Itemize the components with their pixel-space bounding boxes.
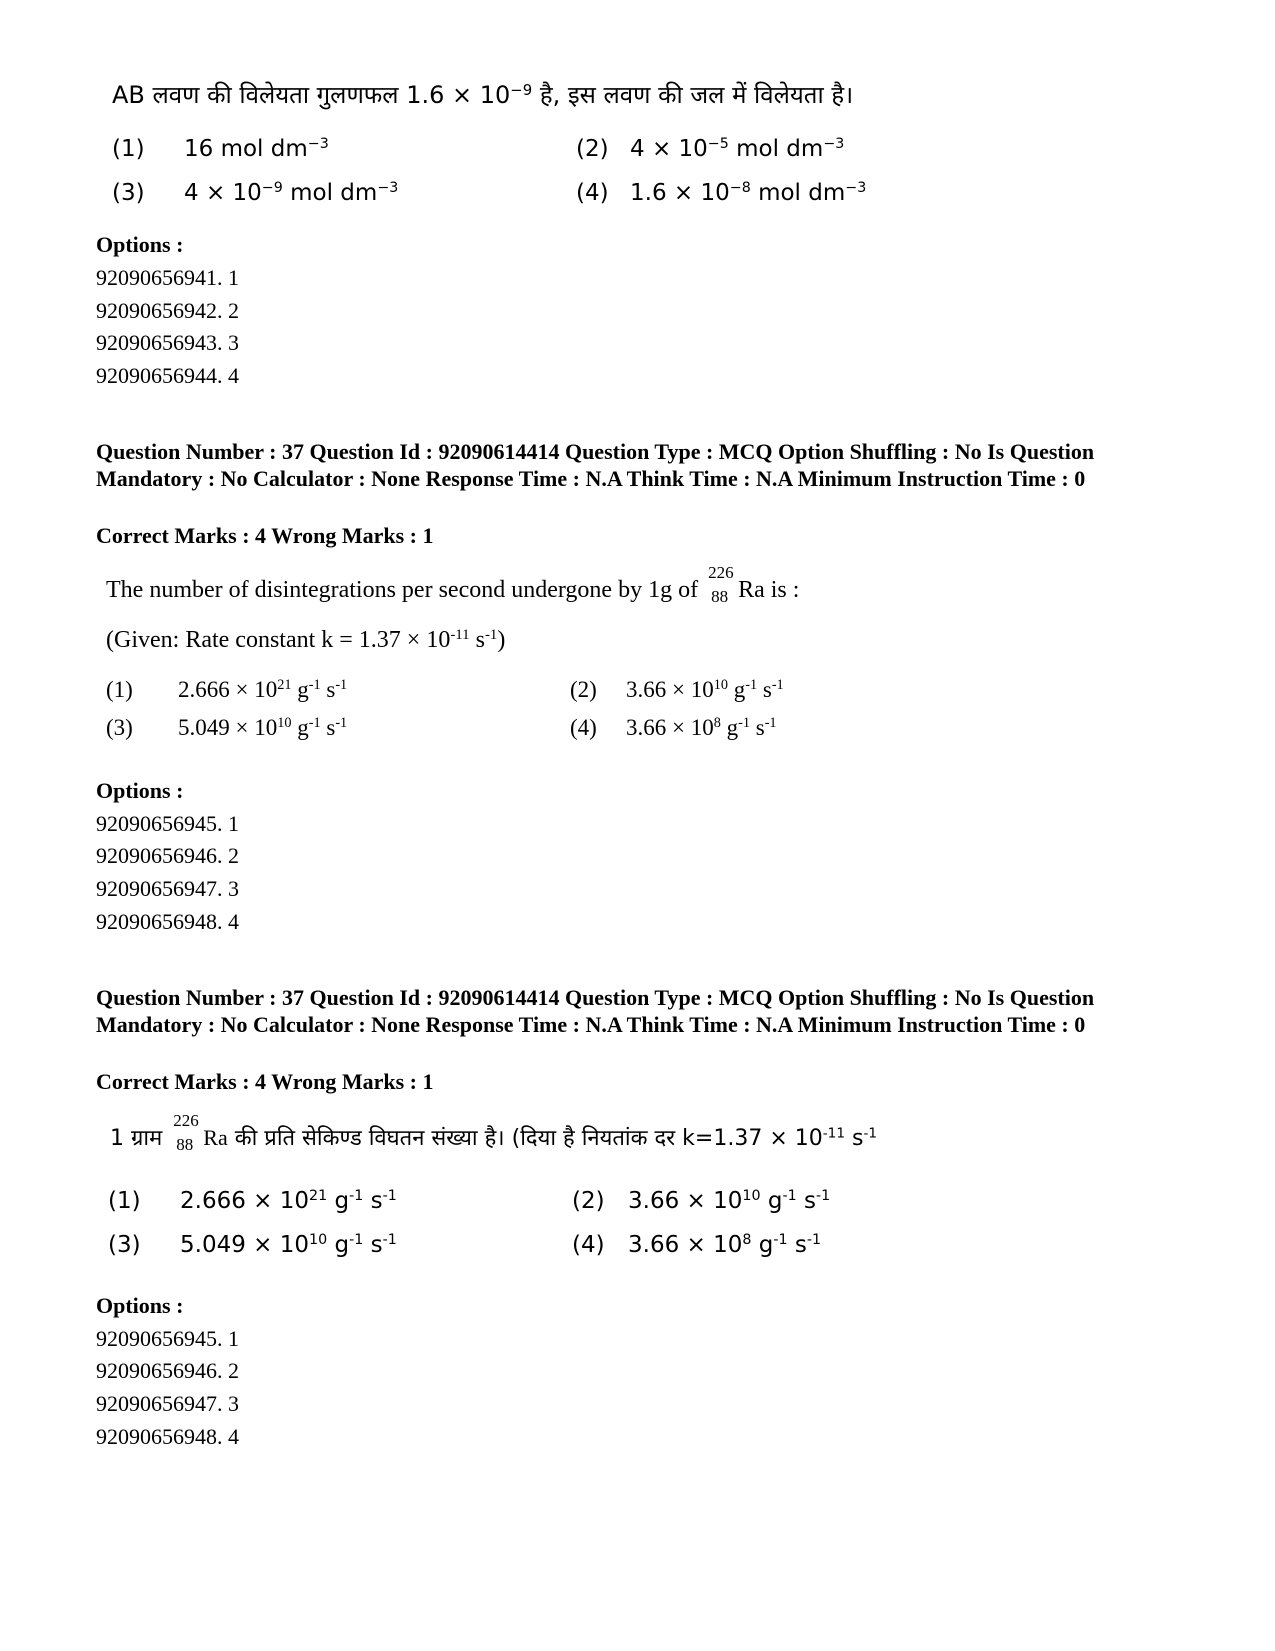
unit-exponent: -1 — [773, 1232, 788, 1249]
given-exponent: -11 — [450, 626, 470, 643]
option-exponent: −8 — [729, 180, 751, 197]
option-text: 4 × 10 — [184, 180, 262, 206]
question-meta: Question Number : 37 Question Id : 92090614414 Question Type : MCQ Option Shuffling : No Is Question Mandatory : No Calculator : None Response Time : N.A Think Time : N.A Minimum Instruction Time : 0 — [96, 439, 1095, 491]
question-stem — [112, 78, 853, 111]
option-id-row: 92090656948. 4 — [96, 909, 239, 934]
unit-exponent: -1 — [782, 1188, 797, 1205]
unit-exponent: -1 — [738, 715, 750, 732]
stem-tail: is : — [764, 577, 800, 603]
unit-g: g — [727, 677, 746, 702]
unit-g: g — [760, 1188, 783, 1214]
unit-exponent: -1 — [349, 1188, 364, 1205]
given-line — [106, 627, 505, 654]
question-stem — [110, 1111, 878, 1154]
option-number: (1) — [106, 677, 133, 702]
option-id-row: 92090656946. 2 — [96, 843, 239, 868]
option-exponent: 10 — [277, 715, 292, 732]
option-coefficient: 3.66 × 10 — [628, 1232, 743, 1258]
unit-s: s — [320, 715, 336, 740]
option-number: (2) — [570, 677, 597, 702]
unit-exponent: -1 — [382, 1232, 397, 1249]
option-number: (1) — [112, 136, 145, 162]
stem-tail: है, इस लवण की जल में विलेयता है। — [532, 81, 854, 109]
given-text: (Given: Rate constant k = 1.37 × 10 — [106, 627, 451, 653]
option-id-row: 92090656941. 1 — [96, 265, 239, 290]
option-id-row: 92090656948. 4 — [96, 1424, 239, 1449]
option-text: 4 × 10 — [630, 136, 708, 162]
option-id-row: 92090656943. 3 — [96, 330, 239, 355]
given-unit-exponent: -1 — [484, 626, 498, 643]
element-symbol: Ra — [738, 577, 765, 603]
stem-text: 1 ग्राम — [110, 1126, 163, 1151]
option-exponent: 10 — [742, 1188, 761, 1205]
element-symbol: Ra — [203, 1125, 228, 1150]
stem-unit-exponent: -1 — [863, 1125, 878, 1142]
option-exponent: 10 — [309, 1232, 328, 1249]
unit-exponent: -1 — [771, 677, 784, 694]
option-coefficient: 3.66 × 10 — [626, 715, 714, 740]
option-coefficient: 5.049 × 10 — [180, 1232, 310, 1258]
option-id-row: 92090656946. 2 — [96, 1358, 239, 1383]
option-number: (3) — [112, 180, 145, 206]
option-id-row: 92090656945. 1 — [96, 1326, 239, 1351]
option-number: (4) — [572, 1232, 605, 1258]
unit-exponent: -1 — [382, 1188, 397, 1205]
option-coefficient: 5.049 × 10 — [178, 715, 278, 740]
unit-exponent: -1 — [308, 677, 321, 694]
option-number: (4) — [570, 715, 597, 740]
unit-s: s — [320, 677, 336, 702]
question-37-hindi-image — [100, 1112, 1000, 1272]
question-36-image — [100, 70, 1000, 220]
option-exponent: −3 — [307, 136, 329, 153]
option-exponent: −5 — [707, 136, 729, 153]
option-number: (2) — [572, 1188, 605, 1214]
unit-g: g — [291, 677, 309, 702]
question-stem — [106, 563, 800, 606]
unit-exponent: -1 — [806, 1232, 822, 1249]
unit-s: s — [363, 1232, 383, 1258]
stem-exponent: -11 — [822, 1125, 846, 1142]
option-id-row: 92090656944. 4 — [96, 363, 239, 388]
unit-exponent: -1 — [349, 1232, 364, 1249]
atomic-number: 88 — [176, 1135, 194, 1154]
option-coefficient: 3.66 × 10 — [626, 677, 714, 702]
mass-number: 226 — [173, 1111, 199, 1130]
question-marks: Correct Marks : 4 Wrong Marks : 1 — [96, 1069, 434, 1094]
option-unit: mol dm — [282, 180, 378, 206]
unit-g: g — [751, 1232, 774, 1258]
unit-g: g — [327, 1232, 350, 1258]
option-id-row: 92090656945. 1 — [96, 811, 239, 836]
unit-exponent: -1 — [815, 1188, 831, 1205]
stem-unit: s — [845, 1126, 864, 1151]
option-id-row: 92090656942. 2 — [96, 298, 239, 323]
option-number: (3) — [108, 1232, 141, 1258]
option-coefficient: 2.666 × 10 — [178, 677, 278, 702]
unit-exponent: -1 — [745, 677, 758, 694]
unit-g: g — [291, 715, 309, 740]
option-exponent: 8 — [742, 1232, 752, 1249]
question-37-english-image — [100, 565, 1000, 755]
option-text: 16 mol dm — [184, 136, 308, 162]
unit-s: s — [796, 1188, 816, 1214]
unit-s: s — [749, 715, 765, 740]
unit-exponent: -1 — [308, 715, 321, 732]
options-label: Options : — [96, 232, 184, 257]
unit-g: g — [327, 1188, 350, 1214]
option-exponent: 10 — [713, 677, 728, 694]
option-unit: mol dm — [750, 180, 846, 206]
unit-exponent: -1 — [335, 677, 348, 694]
option-unit-exponent: −3 — [845, 180, 867, 197]
mass-number: 226 — [708, 563, 734, 582]
option-exponent: 21 — [277, 677, 292, 694]
stem-tail: की प्रति सेकिण्ड विघतन संख्या है। (दिया है नियतांक दर k=1.37 × 10 — [227, 1126, 823, 1151]
option-unit-exponent: −3 — [377, 180, 399, 197]
unit-exponent: -1 — [335, 715, 348, 732]
option-exponent: 8 — [713, 715, 721, 732]
stem-exponent: −9 — [510, 80, 533, 99]
question-meta: Question Number : 37 Question Id : 92090614414 Question Type : MCQ Option Shuffling : No Is Question Mandatory : No Calculator : None Response Time : N.A Think Time : N.A Minimum Instruction Time : 0 — [96, 985, 1095, 1037]
unit-exponent: -1 — [764, 715, 777, 732]
option-unit-exponent: −3 — [823, 136, 845, 153]
options-label: Options : — [96, 778, 184, 803]
stem-text: AB लवण की विलेयता गुलणफल 1.6 × 10 — [112, 81, 511, 109]
unit-s: s — [757, 677, 772, 702]
option-number: (2) — [576, 136, 609, 162]
atomic-number: 88 — [711, 587, 729, 606]
option-exponent: 21 — [309, 1188, 328, 1205]
radium-nuclide — [708, 563, 738, 606]
given-close: ) — [497, 627, 506, 653]
option-coefficient: 3.66 × 10 — [628, 1188, 743, 1214]
question-marks: Correct Marks : 4 Wrong Marks : 1 — [96, 523, 434, 548]
option-number: (1) — [108, 1188, 141, 1214]
option-number: (4) — [576, 180, 609, 206]
option-number: (3) — [106, 715, 133, 740]
given-unit: s — [469, 627, 485, 653]
radium-nuclide — [173, 1111, 203, 1154]
option-exponent: −9 — [261, 180, 283, 197]
unit-s: s — [787, 1232, 807, 1258]
option-text: 1.6 × 10 — [630, 180, 730, 206]
stem-text: The number of disintegrations per second undergone by 1g of — [106, 577, 699, 603]
unit-s: s — [363, 1188, 383, 1214]
option-unit: mol dm — [728, 136, 824, 162]
option-id-row: 92090656947. 3 — [96, 876, 239, 901]
option-id-row: 92090656947. 3 — [96, 1391, 239, 1416]
options-label: Options : — [96, 1293, 184, 1318]
option-coefficient: 2.666 × 10 — [180, 1188, 310, 1214]
unit-g: g — [720, 715, 739, 740]
